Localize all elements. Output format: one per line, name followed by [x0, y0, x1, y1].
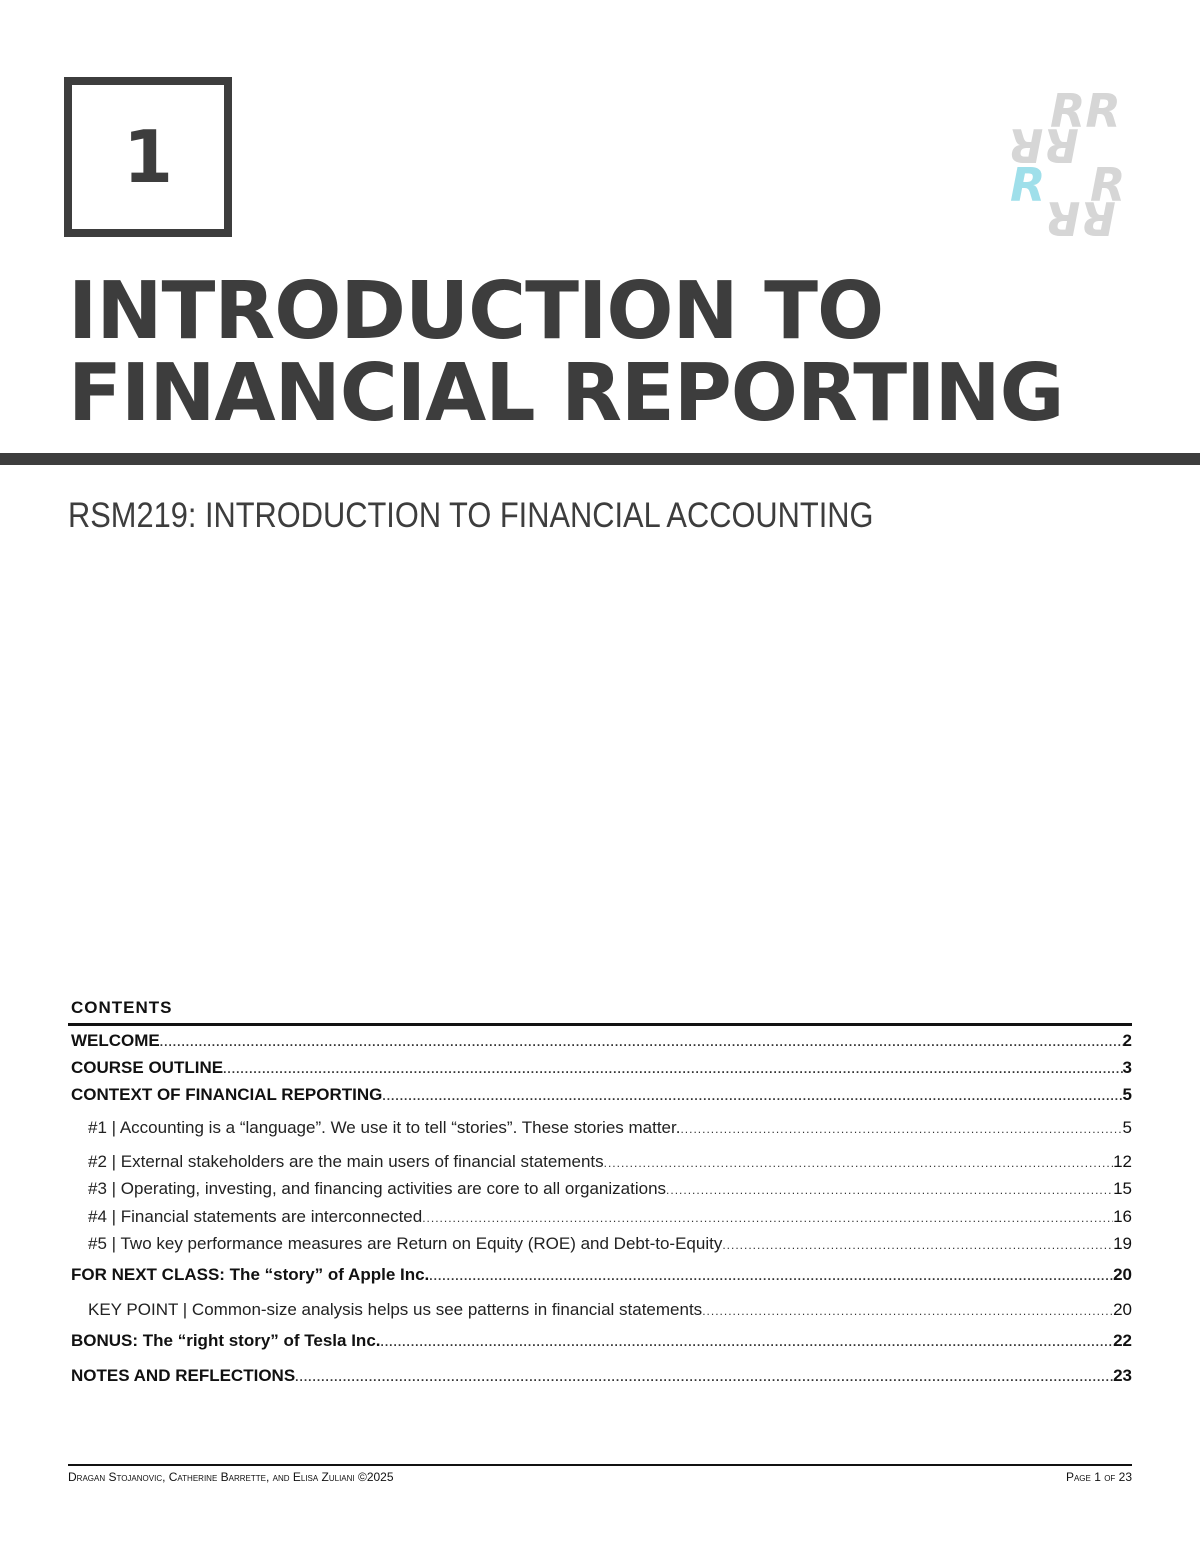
toc-entry-page: 19 — [1113, 1234, 1132, 1253]
dot-leader — [160, 1031, 1123, 1051]
dot-leader — [382, 1085, 1122, 1105]
toc-entry[interactable] — [68, 1152, 1132, 1172]
toc-entry[interactable] — [68, 1331, 1132, 1351]
dot-leader — [702, 1300, 1113, 1320]
title-divider — [0, 453, 1200, 465]
rr-logo: RR RR R R RR — [1008, 84, 1126, 245]
toc-entry[interactable] — [68, 1366, 1132, 1386]
title-line-1: INTRODUCTION TO — [68, 265, 884, 357]
toc-entry[interactable] — [68, 1058, 1132, 1078]
toc-entry-label: WELCOME — [71, 1031, 160, 1050]
dot-leader — [680, 1118, 1122, 1138]
toc-entry-page: 23 — [1113, 1366, 1132, 1385]
toc-entry-page: 20 — [1113, 1265, 1132, 1284]
title-line-2: FINANCIAL REPORTING — [68, 347, 1064, 439]
contents-rule — [68, 1023, 1132, 1026]
toc-entry-label: CONTEXT OF FINANCIAL REPORTING — [71, 1085, 383, 1104]
toc-entry-page: 5 — [1122, 1118, 1132, 1137]
toc-entry[interactable] — [68, 1234, 1132, 1254]
toc-entry-label: #5 | Two key performance measures are Return on Equity (ROE) and Debt-to-Equity — [88, 1234, 723, 1253]
footer-authors: Dragan Stojanovic, Catherine Barrette, and Elisa Zuliani ©2025 — [68, 1470, 394, 1484]
toc-entry-page: 15 — [1113, 1179, 1132, 1198]
dot-leader — [604, 1152, 1113, 1172]
dot-leader — [666, 1179, 1113, 1199]
table-of-contents — [68, 998, 1132, 1385]
toc-entry-label: COURSE OUTLINE — [71, 1058, 224, 1077]
toc-entry-label: #2 | External stakeholders are the main users of financial statements — [88, 1152, 604, 1171]
toc-entry[interactable] — [68, 1207, 1132, 1227]
toc-entry-page: 12 — [1113, 1152, 1132, 1171]
dot-leader — [223, 1058, 1122, 1078]
toc-entry[interactable] — [68, 1300, 1132, 1320]
toc-entry-page: 22 — [1113, 1331, 1132, 1350]
toc-entry-page: 16 — [1113, 1207, 1132, 1226]
toc-entry-label: #1 | Accounting is a “language”. We use it to tell “stories”. These stories matter. — [88, 1118, 681, 1137]
toc-entry-label: KEY POINT | Common-size analysis helps us see patterns in financial statements — [88, 1300, 703, 1319]
toc-entry-page: 5 — [1122, 1085, 1132, 1104]
toc-entry[interactable] — [68, 1265, 1132, 1285]
toc-entry[interactable] — [68, 1118, 1132, 1138]
toc-entry-label: #3 | Operating, investing, and financing activities are core to all organizations — [88, 1179, 667, 1198]
dot-leader — [429, 1265, 1113, 1285]
toc-entry[interactable] — [68, 1031, 1132, 1051]
dot-leader — [722, 1234, 1113, 1254]
page-footer — [68, 1464, 1132, 1484]
toc-entry-label: FOR NEXT CLASS: The “story” of Apple Inc. — [71, 1265, 430, 1284]
dot-leader — [295, 1366, 1113, 1386]
toc-entry-label: BONUS: The “right story” of Tesla Inc. — [71, 1331, 381, 1350]
toc-entry-label: #4 | Financial statements are interconnected — [88, 1207, 423, 1226]
contents-heading: CONTENTS — [71, 998, 173, 1017]
footer-page-number: Page 1 of 23 — [1065, 1470, 1132, 1484]
toc-entry-page: 20 — [1113, 1300, 1132, 1319]
dot-leader — [381, 1331, 1114, 1351]
toc-entry-label: NOTES AND REFLECTIONS — [71, 1366, 296, 1385]
course-subtitle: RSM219: INTRODUCTION TO FINANCIAL ACCOUNTING — [68, 496, 874, 535]
toc-entry[interactable] — [68, 1179, 1132, 1199]
chapter-number-box: 1 — [64, 77, 232, 237]
chapter-title — [68, 265, 1064, 439]
toc-entry-page: 3 — [1122, 1058, 1132, 1077]
dot-leader — [422, 1207, 1113, 1227]
toc-entry-page: 2 — [1122, 1031, 1132, 1050]
toc-entry[interactable] — [68, 1085, 1132, 1105]
